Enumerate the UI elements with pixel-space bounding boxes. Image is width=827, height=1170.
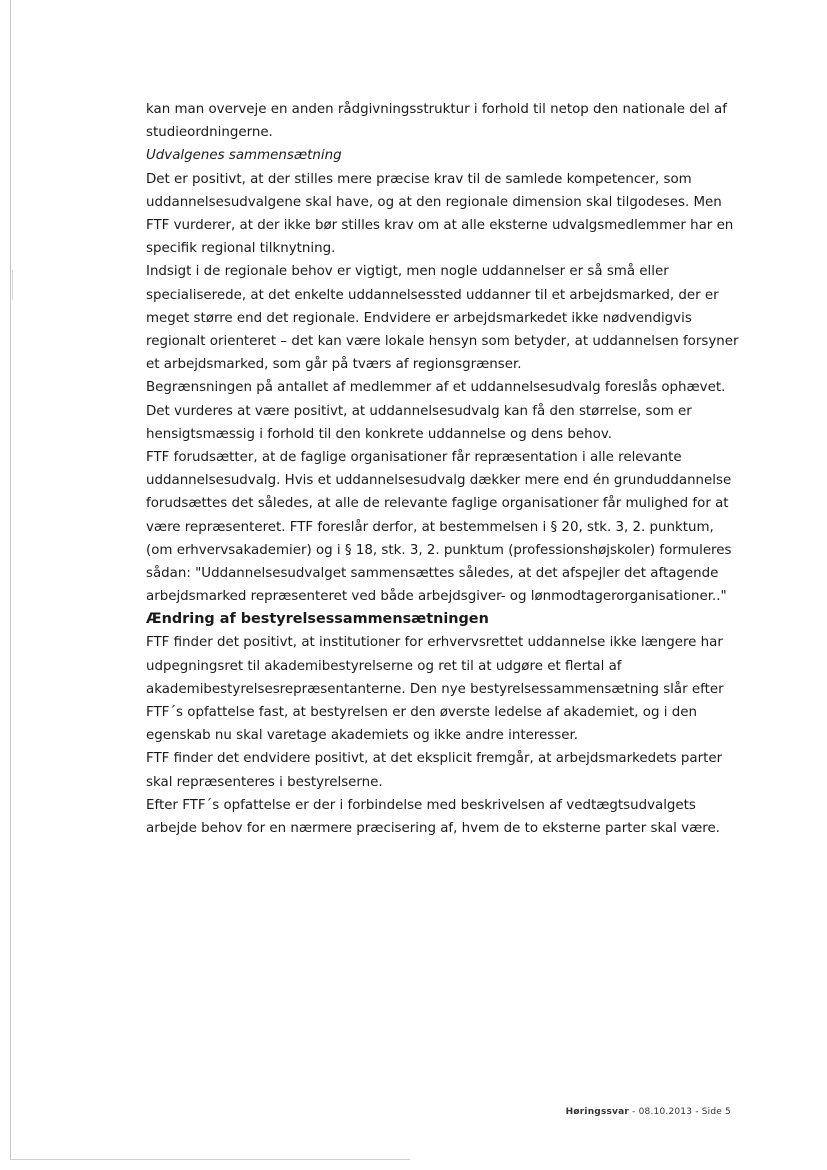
section-board-composition — [146, 608, 742, 840]
paragraph: FTF finder det endvidere positivt, at det eksplicit fremgår, at arbejdsmarkedets parter skal repræsenteres i bestyrelserne. — [146, 751, 723, 790]
paragraph: Begrænsningen på antallet af medlemmer af et uddannelsesudvalg foreslås ophævet. Det vurderes at være positivt, at uddannelsesudvalg kan få den størrelse, som er hensigtsmæssig i forhold til den konkrete uddannelse og dens behov. — [146, 380, 726, 442]
scan-edge-bottom — [10, 1159, 410, 1160]
footer-separator: - — [695, 1107, 702, 1117]
paragraph: Det er positivt, at der stilles mere præcise krav til de samlede kompetencer, som uddannelsesudvalgene skal have, og at den regionale dimension skal tilgodeses. Men FTF vurderer, at der ikke bør stilles krav om at alle eksterne udvalgsmedlemmer har en specifik regional tilknytning. — [146, 171, 734, 257]
page-footer — [566, 1107, 731, 1117]
paragraph: FTF forudsætter, at de faglige organisationer får repræsentation i alle relevante uddannelsesudvalg. Hvis et uddannelsesudvalg dækker mere end én grunduddannelse forudsættes det således, at alle de relevante faglige organisationer får mulighed for at være repræsenteret. FTF foreslår derfor, at bestemmelsen i § 20, stk. 3, 2. punktum, (om erhvervsakademier) og i § 18, stk. 3, 2. punktum (professionshøjskoler) formuleres sådan: "Uddannelsesudvalget sammensættes således, at det afspejler det aftagende arbejdsmarked repræsenteret ved både arbejdsgiver- og lønmodtagerorganisationer.." — [146, 450, 732, 605]
scan-edge-left — [10, 0, 11, 1160]
footer-date: 08.10.2013 — [638, 1107, 693, 1117]
paragraph: FTF finder det positivt, at institutioner for erhvervsrettet uddannelse ikke længere har udpegningsret til akademibestyrelserne og ret til at udgøre et flertal af akademibestyrelsesrepræsentanterne. Den nye bestyrelsessammensætning slår efter FTF´s opfattelse fast, at bestyrelsen er den øverste ledelse af akademiet, og i den egenskab nu skal varetage akademiets og ikke andre interesser. — [146, 635, 724, 744]
footer-page-number: Side 5 — [701, 1107, 731, 1117]
intro-paragraph: kan man overveje en anden rådgivningsstruktur i forhold til netop den nationale del af studieordningerne. — [146, 102, 727, 141]
footer-separator: - — [632, 1107, 639, 1117]
section-heading: Ændring af bestyrelsessammensætningen — [146, 611, 489, 628]
section-subheading: Udvalgenes sammensætning — [146, 148, 342, 164]
scan-mark — [12, 270, 13, 300]
paragraph: Indsigt i de regionale behov er vigtigt, men nogle uddannelser er så små eller specialiserede, at det enkelte uddannelsessted uddanner til et arbejdsmarked, der er meget større end det regionale. Endvidere er arbejdsmarkedet ikke nødvendigvis regionalt orienteret – det kan være lokale hensyn som betyder, at uddannelsen forsyner et arbejdsmarked, som går på tværs af regionsgrænser. — [146, 264, 739, 373]
paragraph: Efter FTF´s opfattelse er der i forbindelse med beskrivelsen af vedtægtsudvalgets arbejde behov for en nærmere præcisering af, hvem de to eksterne parter skal være. — [146, 797, 720, 837]
section-committee-composition — [146, 144, 742, 608]
document-body — [146, 98, 742, 840]
footer-label: Høringssvar — [565, 1107, 630, 1117]
